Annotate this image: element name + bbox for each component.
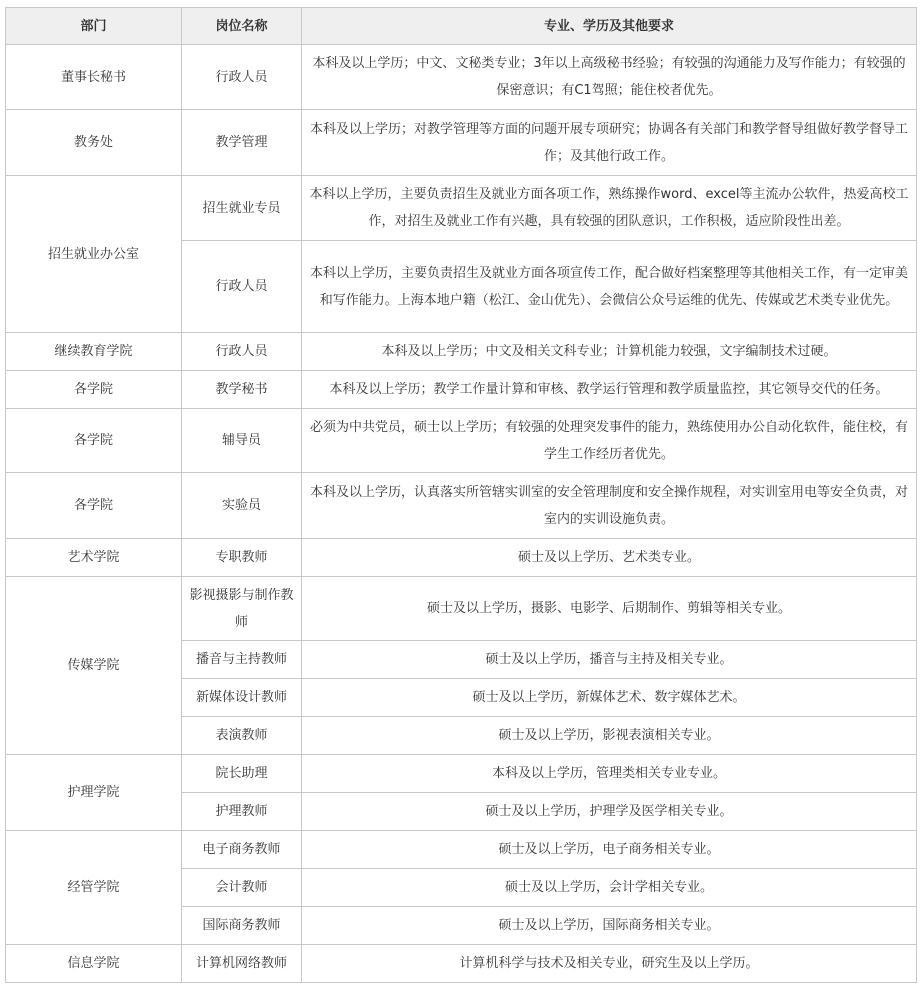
header-row bbox=[6, 8, 917, 45]
position-cell: 影视摄影与制作教师 bbox=[182, 577, 302, 641]
position-cell: 国际商务教师 bbox=[182, 907, 302, 945]
dept-cell: 各学院 bbox=[6, 473, 182, 539]
requirements-cell: 计算机科学与技术及相关专业，研究生及以上学历。 bbox=[302, 945, 917, 983]
dept-cell: 各学院 bbox=[6, 371, 182, 409]
dept-cell: 招生就业办公室 bbox=[6, 176, 182, 333]
position-cell: 院长助理 bbox=[182, 755, 302, 793]
requirements-cell: 硕士及以上学历，国际商务相关专业。 bbox=[302, 907, 917, 945]
requirements-cell: 本科以上学历，主要负责招生及就业方面各项工作，熟练操作word、excel等主流办公软件，热爱高校工作，对招生及就业工作有兴趣，具有较强的团队意识，工作积极，适应阶段性出差。 bbox=[302, 176, 917, 241]
requirements-cell: 本科及以上学历，认真落实所管辖实训室的安全管理制度和安全操作规程，对实训室用电等安全负责，对室内的实训设施负责。 bbox=[302, 473, 917, 539]
requirements-cell: 本科及以上学历，管理类相关专业专业。 bbox=[302, 755, 917, 793]
table-row bbox=[6, 45, 917, 110]
dept-cell: 艺术学院 bbox=[6, 539, 182, 577]
position-cell: 行政人员 bbox=[182, 333, 302, 371]
position-cell: 会计教师 bbox=[182, 869, 302, 907]
dept-cell: 各学院 bbox=[6, 409, 182, 473]
position-cell: 教学管理 bbox=[182, 110, 302, 176]
table-row bbox=[6, 577, 917, 641]
table-row bbox=[6, 755, 917, 793]
position-cell: 新媒体设计教师 bbox=[182, 679, 302, 717]
dept-cell: 继续教育学院 bbox=[6, 333, 182, 371]
dept-cell: 教务处 bbox=[6, 110, 182, 176]
requirements-cell: 硕士及以上学历，摄影、电影学、后期制作、剪辑等相关专业。 bbox=[302, 577, 917, 641]
recruitment-table bbox=[5, 7, 917, 983]
table-row bbox=[6, 409, 917, 473]
position-cell: 实验员 bbox=[182, 473, 302, 539]
table-row bbox=[6, 110, 917, 176]
dept-cell: 经管学院 bbox=[6, 831, 182, 945]
position-cell: 辅导员 bbox=[182, 409, 302, 473]
position-cell: 表演教师 bbox=[182, 717, 302, 755]
table-row bbox=[6, 473, 917, 539]
position-cell: 播音与主持教师 bbox=[182, 641, 302, 679]
requirements-cell: 硕士及以上学历，新媒体艺术、数字媒体艺术。 bbox=[302, 679, 917, 717]
requirements-cell: 硕士及以上学历、艺术类专业。 bbox=[302, 539, 917, 577]
header-requirements: 专业、学历及其他要求 bbox=[302, 8, 917, 45]
requirements-cell: 本科及以上学历；中文及相关文科专业；计算机能力较强，文字编制技术过硬。 bbox=[302, 333, 917, 371]
dept-cell: 护理学院 bbox=[6, 755, 182, 831]
dept-cell: 董事长秘书 bbox=[6, 45, 182, 110]
requirements-cell: 必须为中共党员，硕士以上学历；有较强的处理突发事件的能力，熟练使用办公自动化软件，能住校，有学生工作经历者优先。 bbox=[302, 409, 917, 473]
position-cell: 招生就业专员 bbox=[182, 176, 302, 241]
header-dept: 部门 bbox=[6, 8, 182, 45]
dept-cell: 传媒学院 bbox=[6, 577, 182, 755]
dept-cell: 信息学院 bbox=[6, 945, 182, 983]
position-cell: 教学秘书 bbox=[182, 371, 302, 409]
position-cell: 专职教师 bbox=[182, 539, 302, 577]
requirements-cell: 本科及以上学历；中文、文秘类专业；3年以上高级秘书经验；有较强的沟通能力及写作能力；有较强的保密意识；有C1驾照；能住校者优先。 bbox=[302, 45, 917, 110]
requirements-cell: 硕士及以上学历，影视表演相关专业。 bbox=[302, 717, 917, 755]
position-cell: 护理教师 bbox=[182, 793, 302, 831]
table-row bbox=[6, 333, 917, 371]
requirements-cell: 硕士及以上学历，会计学相关专业。 bbox=[302, 869, 917, 907]
position-cell: 行政人员 bbox=[182, 241, 302, 333]
requirements-cell: 本科及以上学历；教学工作量计算和审核、教学运行管理和教学质量监控，其它领导交代的任务。 bbox=[302, 371, 917, 409]
table-row bbox=[6, 371, 917, 409]
requirements-cell: 硕士及以上学历，播音与主持及相关专业。 bbox=[302, 641, 917, 679]
table-row bbox=[6, 945, 917, 983]
position-cell: 电子商务教师 bbox=[182, 831, 302, 869]
table-row bbox=[6, 831, 917, 869]
requirements-cell: 本科及以上学历；对教学管理等方面的问题开展专项研究；协调各有关部门和教学督导组做好教学督导工作；及其他行政工作。 bbox=[302, 110, 917, 176]
header-position: 岗位名称 bbox=[182, 8, 302, 45]
requirements-cell: 硕士及以上学历，护理学及医学相关专业。 bbox=[302, 793, 917, 831]
requirements-cell: 硕士及以上学历，电子商务相关专业。 bbox=[302, 831, 917, 869]
table-row bbox=[6, 176, 917, 241]
requirements-cell: 本科以上学历，主要负责招生及就业方面各项宣传工作，配合做好档案整理等其他相关工作，有一定审美和写作能力。上海本地户籍（松江、金山优先）、会微信公众号运维的优先、传媒或艺术类专业优先。 bbox=[302, 241, 917, 333]
position-cell: 计算机网络教师 bbox=[182, 945, 302, 983]
table-row bbox=[6, 539, 917, 577]
position-cell: 行政人员 bbox=[182, 45, 302, 110]
